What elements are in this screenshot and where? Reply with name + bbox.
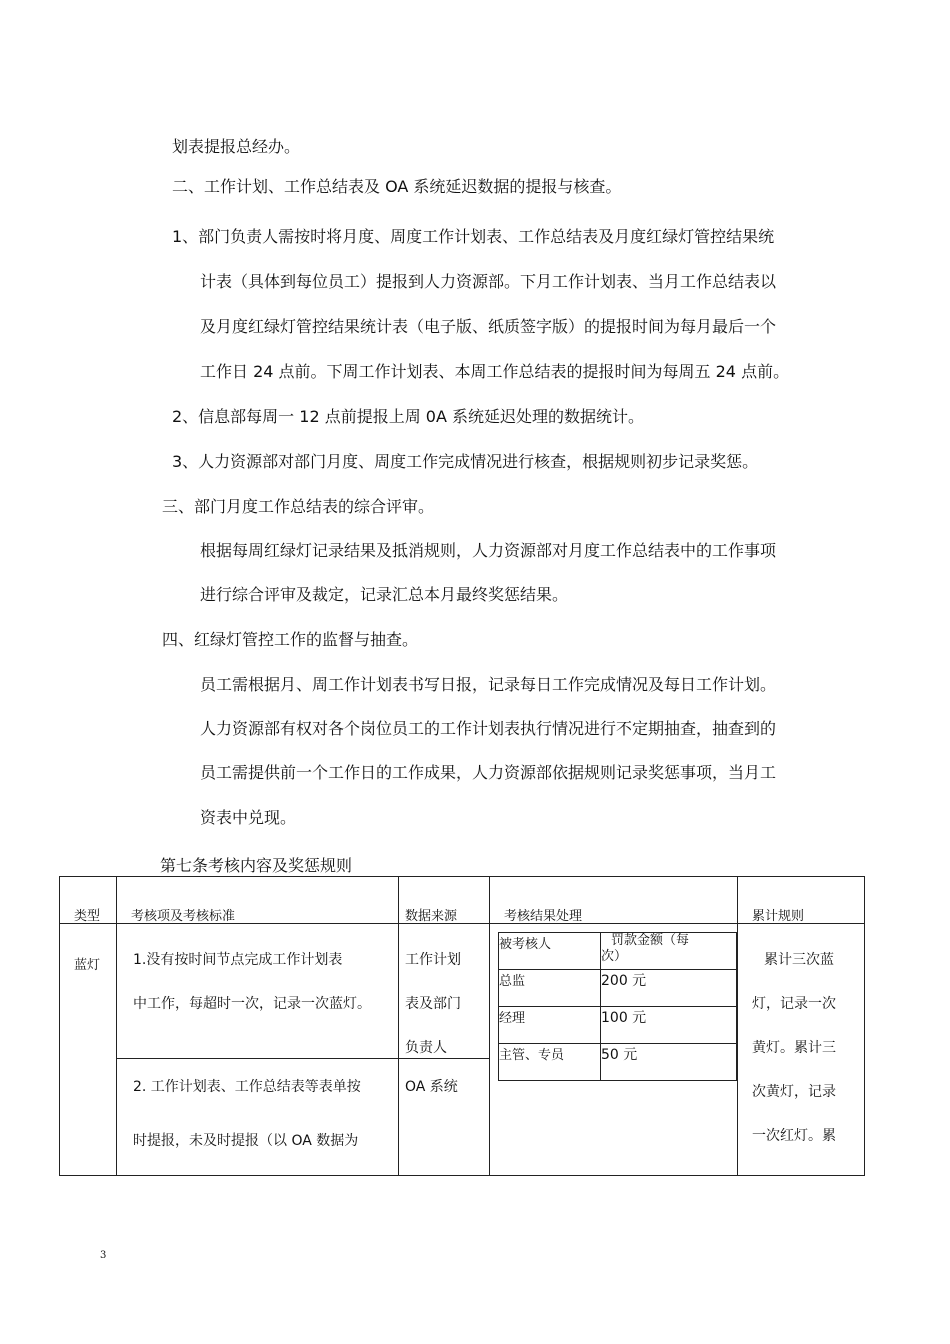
penalty-header-amount: 罚款金额（每 次） bbox=[601, 933, 737, 970]
penalty-header-row bbox=[499, 933, 737, 970]
table-row bbox=[60, 924, 865, 1059]
penalty-row bbox=[499, 1044, 737, 1081]
item-cell: 2. 工作计划表、工作总结表等表单按 时提报，未及时提报（以 OA 数据为 bbox=[117, 1059, 399, 1176]
paragraph-line-16: 资表中兑现。 bbox=[200, 808, 297, 827]
heading-section-3: 三、部门月度工作总结表的综合评审。 bbox=[162, 497, 435, 516]
paragraph-line-6: 工作日 24 点前。下周工作计划表、本周工作总结表的提报时间为每周五 24 点前。 bbox=[200, 362, 790, 381]
penalty-header-role: 被考核人 bbox=[499, 933, 601, 970]
heading-section-2: 二、工作计划、工作总结表及 OA 系统延迟数据的提报与核查。 bbox=[172, 177, 622, 196]
paragraph-line-15: 员工需提供前一个工作日的工作成果，人力资源部依据规则记录奖惩事项，当月工 bbox=[200, 763, 777, 782]
paragraph-line-14: 人力资源部有权对各个岗位员工的工作计划表执行情况进行不定期抽查，抽查到的 bbox=[200, 719, 777, 738]
item-cell: 1.没有按时间节点完成工作计划表 中工作，每超时一次，记录一次蓝灯。 bbox=[117, 924, 399, 1059]
result-cell bbox=[490, 924, 738, 1176]
paragraph-line-13: 员工需根据月、周工作计划表书写日报，记录每日工作完成情况及每日工作计划。 bbox=[200, 675, 777, 694]
paragraph-line-5: 及月度红绿灯管控结果统计表（电子版、纸质签字版）的提报时间为每月最后一个 bbox=[200, 317, 777, 336]
section-title: 第七条考核内容及奖惩规则 bbox=[160, 856, 353, 875]
paragraph-line-7: 2、信息部每周一 12 点前提报上周 0A 系统延迟处理的数据统计。 bbox=[172, 407, 645, 426]
header-cell: 考核结果处理 bbox=[490, 877, 738, 924]
paragraph-line-8: 3、人力资源部对部门月度、周度工作完成情况进行核查，根据规则初步记录奖惩。 bbox=[172, 452, 759, 471]
penalty-role: 总监 bbox=[499, 970, 601, 1007]
header-cell: 累计规则 bbox=[738, 877, 865, 924]
page-number: 3 bbox=[100, 1250, 107, 1261]
source-cell: 工作计划 表及部门 负责人 bbox=[399, 924, 490, 1059]
paragraph-line-11: 进行综合评审及裁定，记录汇总本月最终奖惩结果。 bbox=[200, 585, 569, 604]
heading-section-4: 四、红绿灯管控工作的监督与抽查。 bbox=[162, 630, 419, 649]
header-cell: 考核项及考核标准 bbox=[117, 877, 399, 924]
rules-table bbox=[59, 876, 865, 1176]
paragraph-line-10: 根据每周红绿灯记录结果及抵消规则，人力资源部对月度工作总结表中的工作事项 bbox=[200, 541, 777, 560]
penalty-amount: 100 元 bbox=[601, 1007, 737, 1044]
paragraph-line-1: 划表提报总经办。 bbox=[172, 137, 301, 156]
paragraph-line-3: 1、部门负责人需按时将月度、周度工作计划表、工作总结表及月度红绿灯管控结果统 bbox=[172, 227, 775, 246]
penalty-amount: 200 元 bbox=[601, 970, 737, 1007]
penalty-row bbox=[499, 970, 737, 1007]
penalty-amount: 50 元 bbox=[601, 1044, 737, 1081]
cumulative-cell: 累计三次蓝 灯，记录一次 黄灯。累计三 次黄灯，记录 一次红灯。累 bbox=[738, 924, 865, 1176]
penalty-table bbox=[498, 932, 737, 1081]
penalty-role: 主管、专员 bbox=[499, 1044, 601, 1081]
header-cell: 类型 bbox=[60, 877, 117, 924]
penalty-row bbox=[499, 1007, 737, 1044]
paragraph-line-4: 计表（具体到每位员工）提报到人力资源部。下月工作计划表、当月工作总结表以 bbox=[200, 272, 777, 291]
table-header-row bbox=[60, 877, 865, 924]
penalty-role: 经理 bbox=[499, 1007, 601, 1044]
source-cell: OA 系统 bbox=[399, 1059, 490, 1176]
header-cell: 数据来源 bbox=[399, 877, 490, 924]
type-cell: 蓝灯 bbox=[60, 924, 117, 1176]
